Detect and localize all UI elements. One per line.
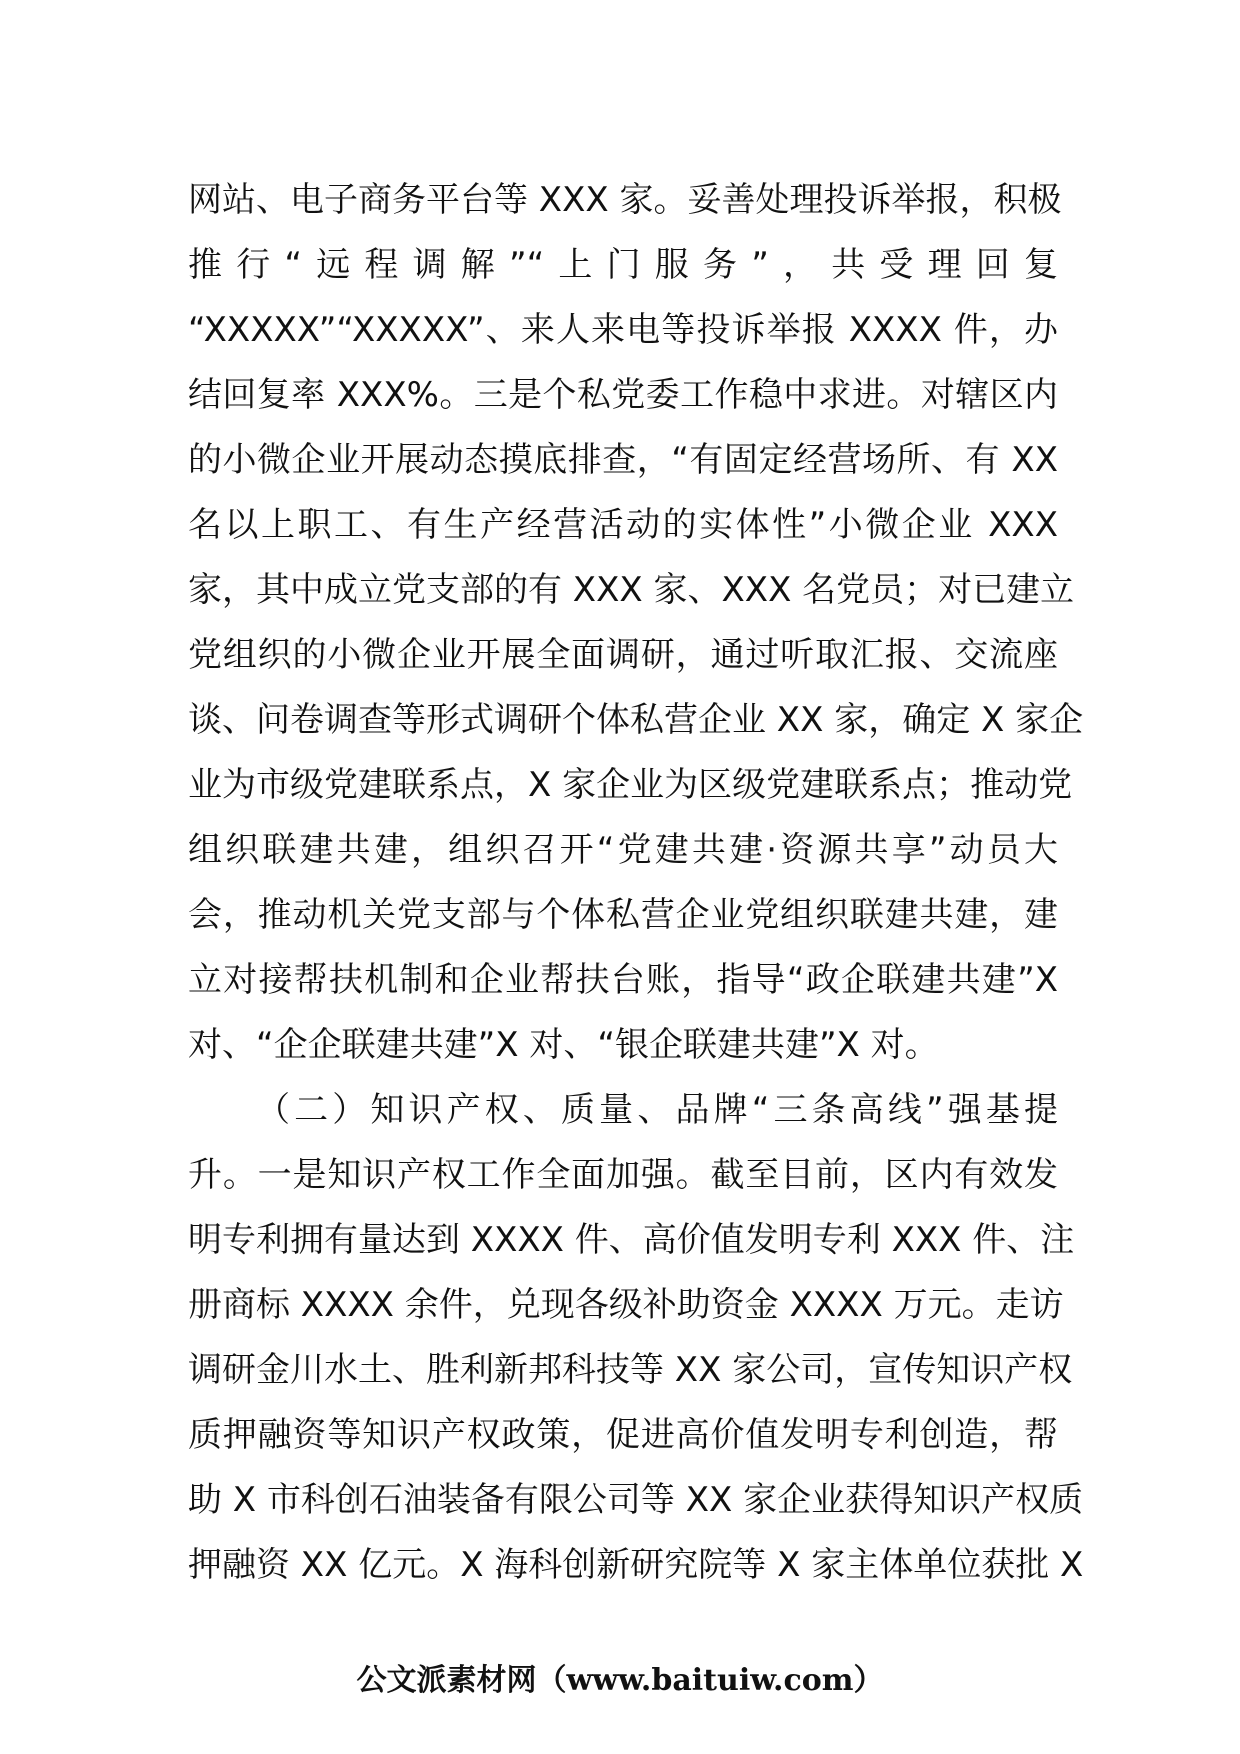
- text-line: 推行“远程调解”“上门服务”，共受理回复: [188, 245, 1058, 285]
- text-line: 对、“企企联建共建”X 对、“银企联建共建”X 对。: [188, 1025, 939, 1065]
- text-line: 会，推动机关党支部与个体私营企业党组织联建共建，建: [188, 895, 1058, 935]
- text-line: 质押融资等知识产权政策，促进高价值发明专利创造，帮: [188, 1415, 1058, 1455]
- document-body: [188, 168, 1084, 1598]
- text-line: 家，其中成立党支部的有 XXX 家、XXX 名党员；对已建立: [188, 570, 1075, 610]
- footer-watermark: 公文派素材网（www.baituiw.com）: [356, 1663, 884, 1698]
- text-line: 业为市级党建联系点，X 家企业为区级党建联系点；推动党: [188, 765, 1073, 805]
- text-line: 立对接帮扶机制和企业帮扶台账，指导“政企联建共建”X: [188, 960, 1058, 1000]
- text-line: 明专利拥有量达到 XXXX 件、高价值发明专利 XXX 件、注: [188, 1220, 1075, 1260]
- text-line: 组织联建共建，组织召开“党建共建·资源共享”动员大: [188, 830, 1058, 870]
- text-line: 名以上职工、有生产经营活动的实体性”小微企业 XXX: [188, 505, 1058, 545]
- text-line: 网站、电子商务平台等 XXX 家。妥善处理投诉举报，积极: [188, 180, 1062, 220]
- text-line: 押融资 XX 亿元。X 海科创新研究院等 X 家主体单位获批 X: [188, 1545, 1084, 1585]
- text-line: 助 X 市科创石油装备有限公司等 XX 家企业获得知识产权质: [188, 1480, 1084, 1520]
- text-line: 党组织的小微企业开展全面调研，通过听取汇报、交流座: [188, 635, 1058, 675]
- text-line: 调研金川水土、胜利新邦科技等 XX 家公司，宣传知识产权: [188, 1350, 1073, 1390]
- text-line: “XXXXX”“XXXXX”、来人来电等投诉举报 XXXX 件，办: [188, 310, 1058, 350]
- text-line: 结回复率 XXX%。三是个私党委工作稳中求进。对辖区内: [188, 375, 1058, 415]
- section-heading-line: （二）知识产权、质量、品牌“三条高线”强基提: [256, 1090, 1058, 1130]
- text-line: 谈、问卷调查等形式调研个体私营企业 XX 家，确定 X 家企: [188, 700, 1084, 740]
- text-line: 的小微企业开展动态摸底排查，“有固定经营场所、有 XX: [188, 440, 1058, 480]
- text-line: 册商标 XXXX 余件，兑现各级补助资金 XXXX 万元。走访: [188, 1285, 1064, 1325]
- text-line: 升。一是知识产权工作全面加强。截至目前，区内有效发: [188, 1155, 1058, 1195]
